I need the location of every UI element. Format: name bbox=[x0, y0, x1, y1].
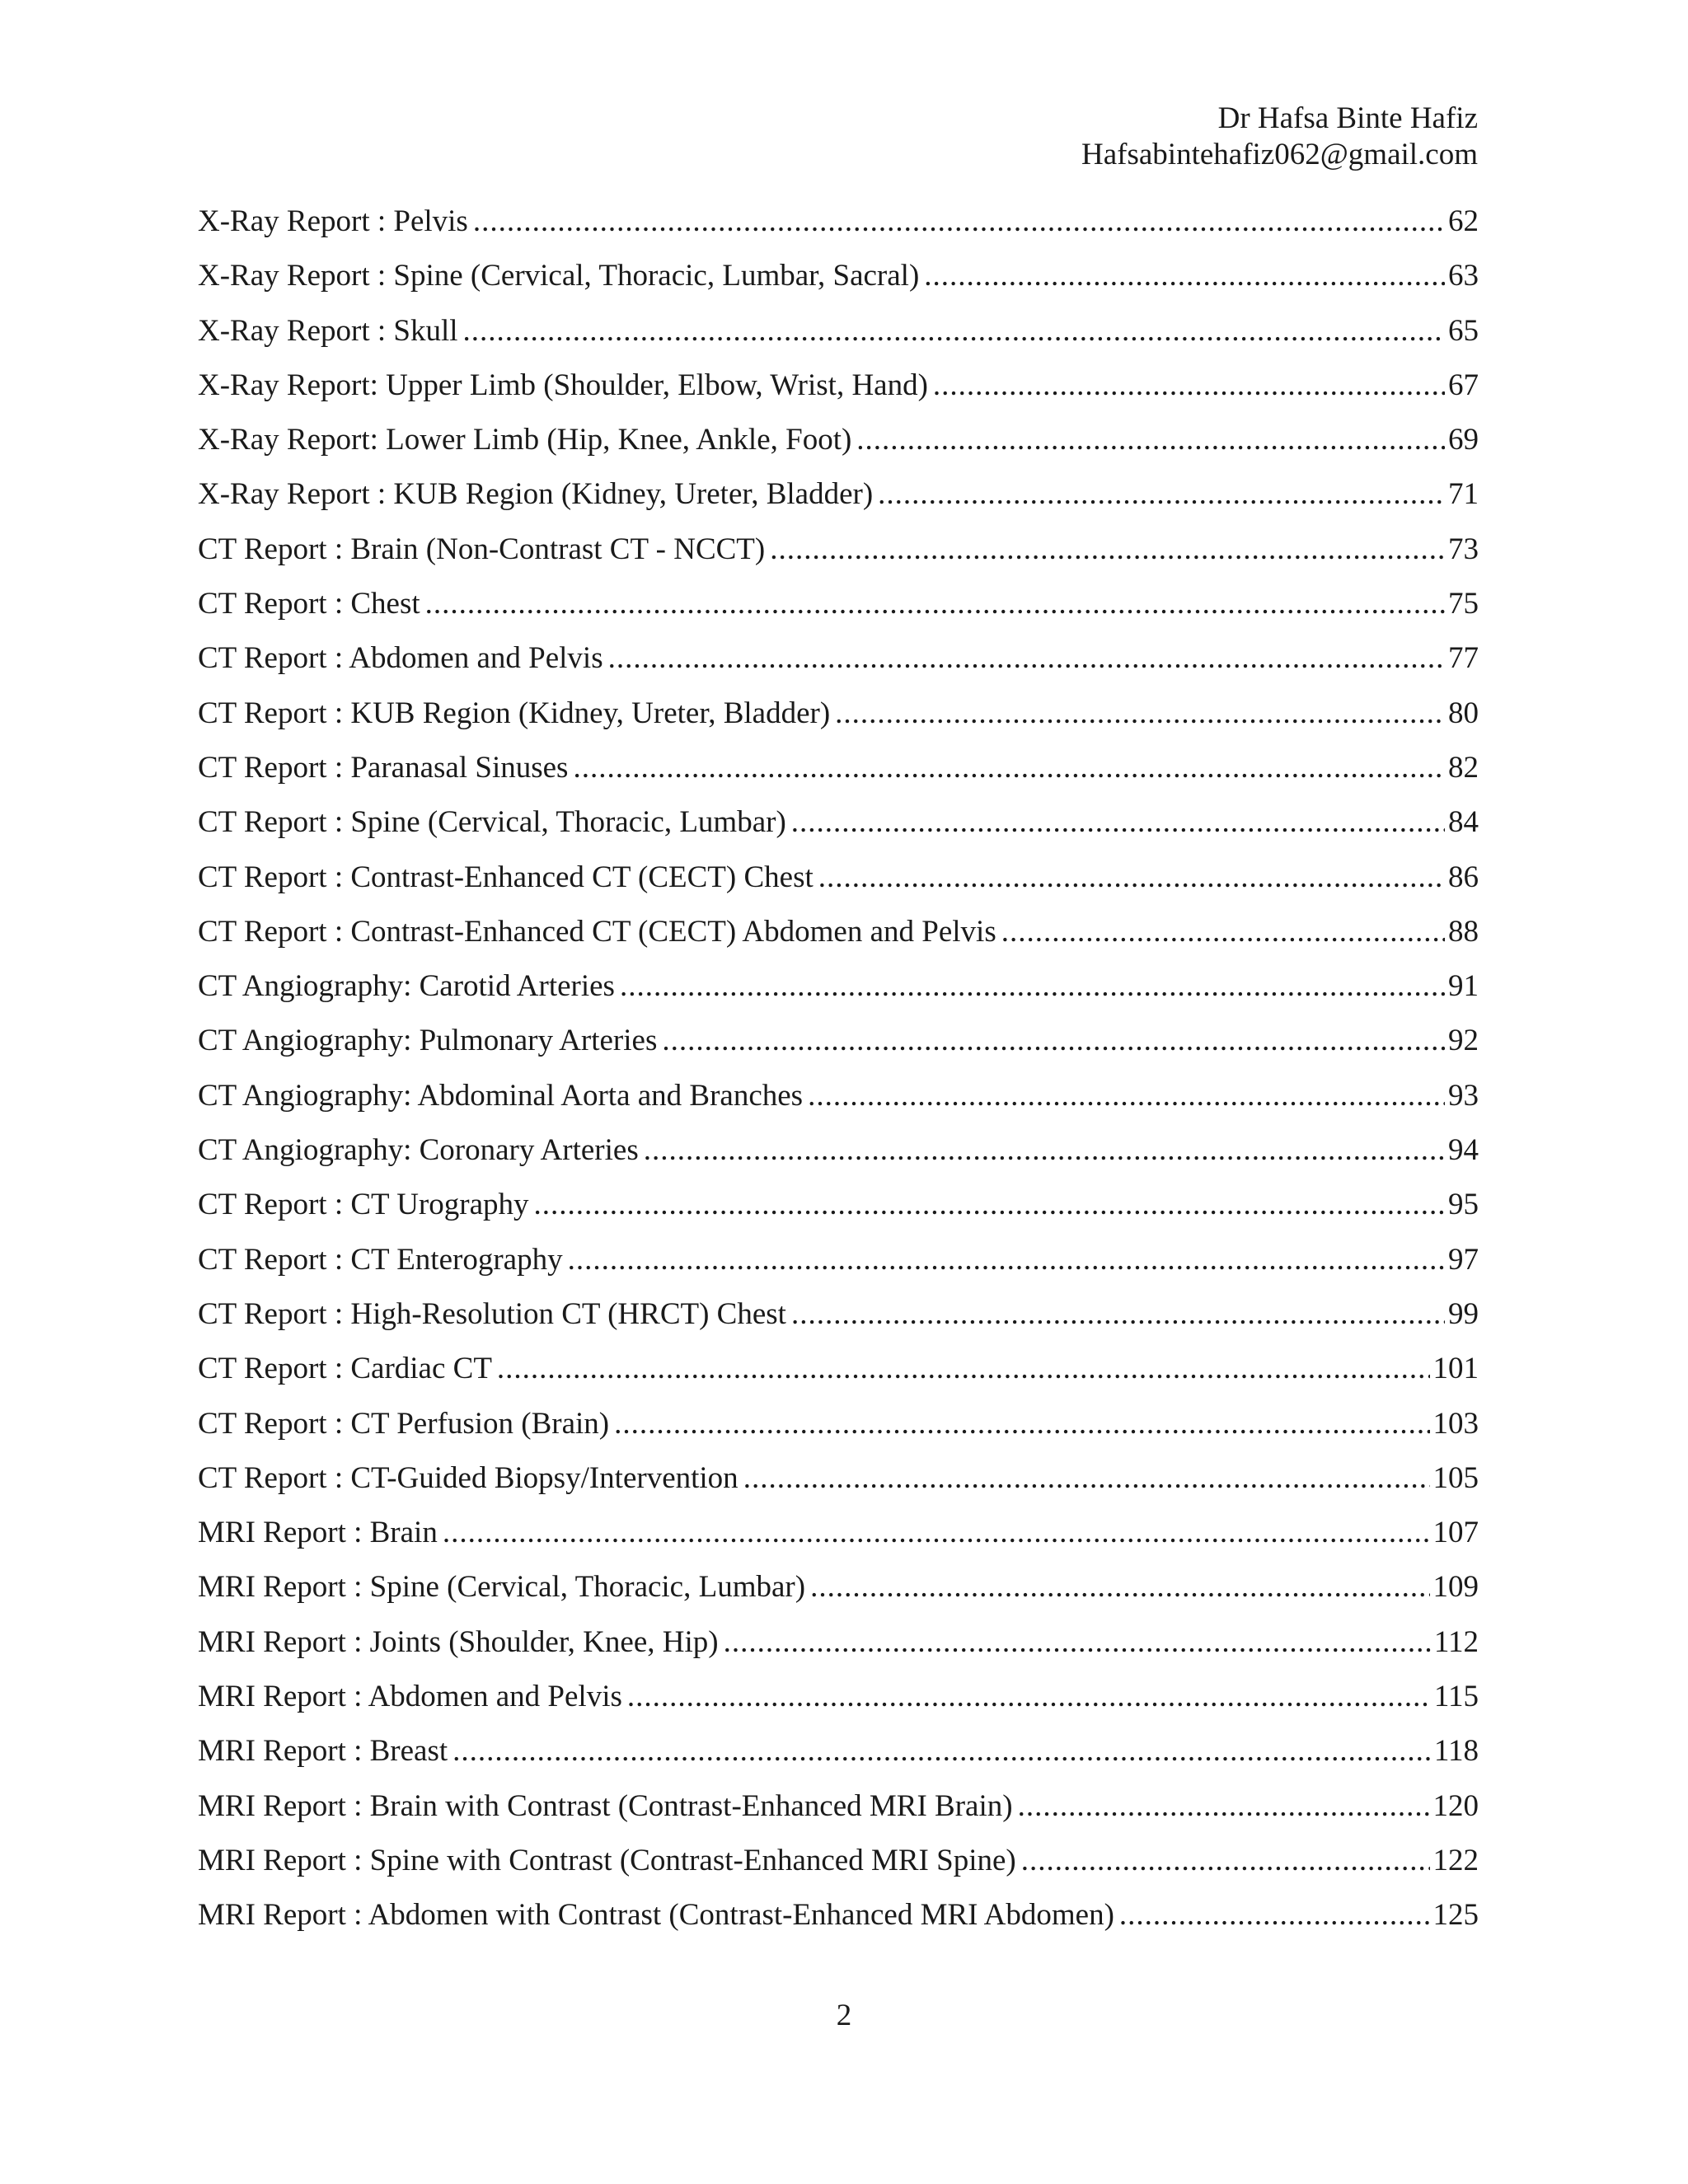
toc-entry[interactable] bbox=[198, 1615, 1479, 1670]
toc-entry[interactable] bbox=[198, 795, 1479, 850]
toc-dot-leader bbox=[662, 1014, 1445, 1068]
toc-entry-page[interactable]: 86 bbox=[1448, 860, 1479, 894]
toc-entry-title[interactable]: CT Report : High-Resolution CT (HRCT) Chest bbox=[198, 1296, 786, 1331]
page-number: 2 bbox=[836, 1999, 852, 2032]
toc-entry-page[interactable]: 69 bbox=[1448, 423, 1479, 457]
toc-dot-leader bbox=[608, 631, 1445, 686]
toc-entry[interactable] bbox=[198, 1888, 1479, 1943]
toc-entry[interactable] bbox=[198, 1834, 1479, 1888]
toc-dot-leader bbox=[620, 959, 1445, 1014]
toc-dot-leader bbox=[497, 1342, 1430, 1396]
toc-entry-page[interactable]: 80 bbox=[1448, 696, 1479, 730]
toc-entry-page[interactable]: 105 bbox=[1432, 1460, 1479, 1495]
toc-entry-page[interactable]: 122 bbox=[1432, 1843, 1479, 1877]
toc-entry[interactable] bbox=[198, 1397, 1479, 1451]
toc-entry-title[interactable]: X-Ray Report : Spine (Cervical, Thoracic, Lumbar, Sacral) bbox=[198, 259, 920, 293]
toc-entry[interactable] bbox=[198, 1233, 1479, 1287]
toc-entry-page[interactable]: 120 bbox=[1432, 1788, 1479, 1823]
toc-dot-leader bbox=[791, 795, 1445, 850]
toc-entry[interactable] bbox=[198, 413, 1479, 467]
toc-entry-title[interactable]: X-Ray Report : Skull bbox=[198, 313, 458, 348]
toc-entry-page[interactable]: 62 bbox=[1448, 204, 1479, 238]
toc-entry-title[interactable]: MRI Report : Abdomen and Pelvis bbox=[198, 1680, 622, 1714]
toc-entry[interactable] bbox=[198, 905, 1479, 959]
toc-dot-leader bbox=[1001, 905, 1445, 959]
table-of-contents bbox=[198, 194, 1479, 1943]
toc-entry[interactable] bbox=[198, 304, 1479, 359]
toc-entry-page[interactable]: 94 bbox=[1448, 1133, 1479, 1168]
toc-entry-page[interactable]: 73 bbox=[1448, 532, 1479, 566]
toc-entry-title[interactable]: CT Report : Contrast-Enhanced CT (CECT) Chest bbox=[198, 860, 814, 894]
toc-dot-leader bbox=[425, 577, 1445, 631]
toc-dot-leader bbox=[463, 304, 1445, 359]
toc-entry[interactable] bbox=[198, 1342, 1479, 1396]
toc-entry-title[interactable]: MRI Report : Brain bbox=[198, 1516, 438, 1550]
toc-entry[interactable] bbox=[198, 1670, 1479, 1724]
toc-entry-page[interactable]: 63 bbox=[1448, 259, 1479, 293]
toc-entry-title[interactable]: MRI Report : Breast bbox=[198, 1734, 448, 1769]
toc-entry-title[interactable]: CT Report : CT Urography bbox=[198, 1188, 529, 1222]
toc-dot-leader bbox=[443, 1506, 1430, 1560]
toc-entry[interactable] bbox=[198, 194, 1479, 249]
toc-dot-leader bbox=[808, 1069, 1445, 1123]
toc-entry-page[interactable]: 118 bbox=[1433, 1734, 1479, 1769]
toc-entry[interactable] bbox=[198, 577, 1479, 631]
toc-dot-leader bbox=[1119, 1888, 1430, 1943]
toc-entry-page[interactable]: 125 bbox=[1432, 1898, 1479, 1933]
toc-entry-title[interactable]: MRI Report : Brain with Contrast (Contrast-Enhanced MRI Brain) bbox=[198, 1788, 1013, 1823]
toc-dot-leader bbox=[627, 1670, 1431, 1724]
toc-entry-title[interactable]: MRI Report : Abdomen with Contrast (Contrast-Enhanced MRI Abdomen) bbox=[198, 1898, 1114, 1933]
toc-entry-page[interactable]: 95 bbox=[1448, 1188, 1479, 1222]
toc-entry[interactable] bbox=[198, 1724, 1479, 1779]
toc-entry[interactable] bbox=[198, 851, 1479, 905]
toc-dot-leader bbox=[791, 1287, 1445, 1342]
toc-entry-title[interactable]: CT Report : Chest bbox=[198, 587, 420, 621]
toc-entry-title[interactable]: CT Report : Paranasal Sinuses bbox=[198, 750, 569, 785]
toc-dot-leader bbox=[644, 1123, 1445, 1178]
toc-entry-title[interactable]: CT Angiography: Carotid Arteries bbox=[198, 969, 615, 1004]
toc-entry-page[interactable]: 65 bbox=[1448, 313, 1479, 348]
toc-entry-page[interactable]: 109 bbox=[1432, 1570, 1479, 1605]
author-name: Dr Hafsa Binte Hafiz bbox=[1217, 101, 1478, 135]
toc-dot-leader bbox=[933, 359, 1445, 413]
toc-entry-title[interactable]: CT Report : Cardiac CT bbox=[198, 1352, 492, 1386]
toc-entry-title[interactable]: CT Report : Brain (Non-Contrast CT - NCCT) bbox=[198, 532, 766, 566]
toc-dot-leader bbox=[614, 1397, 1429, 1451]
toc-entry-title[interactable]: CT Report : KUB Region (Kidney, Ureter, Bladder) bbox=[198, 696, 831, 730]
toc-entry[interactable] bbox=[198, 959, 1479, 1014]
toc-entry[interactable] bbox=[198, 1287, 1479, 1342]
toc-entry[interactable] bbox=[198, 1779, 1479, 1834]
toc-entry[interactable] bbox=[198, 359, 1479, 413]
toc-entry-title[interactable]: X-Ray Report : KUB Region (Kidney, Ureter, Bladder) bbox=[198, 477, 874, 512]
toc-entry-page[interactable]: 67 bbox=[1448, 368, 1479, 402]
toc-entry[interactable] bbox=[198, 631, 1479, 686]
toc-dot-leader bbox=[1018, 1779, 1430, 1834]
author-email: Hafsabintehafiz062@gmail.com bbox=[1081, 138, 1478, 171]
toc-entry-page[interactable]: 103 bbox=[1432, 1406, 1479, 1441]
toc-entry[interactable] bbox=[198, 1451, 1479, 1506]
toc-entry-title[interactable]: CT Report : Contrast-Enhanced CT (CECT) Abdomen and Pelvis bbox=[198, 914, 996, 949]
toc-entry-title[interactable]: CT Angiography: Abdominal Aorta and Branches bbox=[198, 1078, 804, 1113]
toc-entry-page[interactable]: 97 bbox=[1448, 1242, 1479, 1277]
toc-dot-leader bbox=[770, 523, 1445, 577]
toc-entry-title[interactable]: X-Ray Report: Lower Limb (Hip, Knee, Ankle, Foot) bbox=[198, 423, 852, 457]
toc-entry[interactable] bbox=[198, 249, 1479, 303]
toc-entry[interactable] bbox=[198, 523, 1479, 577]
toc-dot-leader bbox=[534, 1178, 1446, 1232]
toc-entry-page[interactable]: 92 bbox=[1448, 1024, 1479, 1058]
toc-dot-leader bbox=[1021, 1834, 1430, 1888]
toc-dot-leader bbox=[878, 467, 1445, 522]
toc-entry[interactable] bbox=[198, 741, 1479, 795]
toc-dot-leader bbox=[724, 1615, 1431, 1670]
toc-dot-leader bbox=[568, 1233, 1445, 1287]
toc-entry[interactable] bbox=[198, 1069, 1479, 1123]
toc-entry-page[interactable]: 93 bbox=[1448, 1078, 1479, 1113]
toc-entry-title[interactable]: MRI Report : Spine with Contrast (Contrast-Enhanced MRI Spine) bbox=[198, 1843, 1016, 1877]
toc-dot-leader bbox=[452, 1724, 1431, 1779]
toc-entry-page[interactable]: 99 bbox=[1448, 1296, 1479, 1331]
toc-dot-leader bbox=[818, 851, 1445, 905]
toc-entry-title[interactable]: CT Angiography: Coronary Arteries bbox=[198, 1133, 639, 1168]
toc-entry-page[interactable]: 82 bbox=[1448, 750, 1479, 785]
toc-entry-page[interactable]: 107 bbox=[1432, 1516, 1479, 1550]
toc-entry-title[interactable]: CT Report : Spine (Cervical, Thoracic, Lumbar) bbox=[198, 805, 786, 840]
toc-dot-leader bbox=[856, 413, 1445, 467]
toc-entry-page[interactable]: 101 bbox=[1432, 1352, 1479, 1386]
toc-dot-leader bbox=[835, 687, 1445, 741]
toc-entry-title[interactable]: CT Report : CT Enterography bbox=[198, 1242, 563, 1277]
toc-dot-leader bbox=[743, 1451, 1430, 1506]
toc-entry-title[interactable]: CT Report : Abdomen and Pelvis bbox=[198, 641, 603, 676]
toc-dot-leader bbox=[573, 741, 1445, 795]
toc-entry[interactable] bbox=[198, 1506, 1479, 1560]
toc-entry[interactable] bbox=[198, 1560, 1479, 1615]
toc-entry[interactable] bbox=[198, 1014, 1479, 1068]
toc-entry-page[interactable]: 115 bbox=[1433, 1680, 1479, 1714]
toc-entry[interactable] bbox=[198, 467, 1479, 522]
toc-entry-title[interactable]: X-Ray Report : Pelvis bbox=[198, 204, 468, 238]
toc-entry-page[interactable]: 112 bbox=[1433, 1624, 1479, 1659]
toc-entry-page[interactable]: 75 bbox=[1448, 587, 1479, 621]
toc-entry-title[interactable]: MRI Report : Joints (Shoulder, Knee, Hip) bbox=[198, 1624, 719, 1659]
toc-entry-page[interactable]: 71 bbox=[1448, 477, 1479, 512]
toc-entry-title[interactable]: CT Angiography: Pulmonary Arteries bbox=[198, 1024, 658, 1058]
toc-entry-page[interactable]: 88 bbox=[1448, 914, 1479, 949]
toc-entry[interactable] bbox=[198, 1123, 1479, 1178]
toc-entry[interactable] bbox=[198, 1178, 1479, 1232]
toc-entry-title[interactable]: X-Ray Report: Upper Limb (Shoulder, Elbow, Wrist, Hand) bbox=[198, 368, 928, 402]
toc-entry-title[interactable]: CT Report : CT Perfusion (Brain) bbox=[198, 1406, 610, 1441]
toc-entry-page[interactable]: 84 bbox=[1448, 805, 1479, 840]
toc-entry[interactable] bbox=[198, 687, 1479, 741]
toc-entry-title[interactable]: CT Report : CT-Guided Biopsy/Intervention bbox=[198, 1460, 738, 1495]
toc-dot-leader bbox=[924, 249, 1445, 303]
page-header bbox=[1081, 101, 1478, 173]
toc-entry-title[interactable]: MRI Report : Spine (Cervical, Thoracic, Lumbar) bbox=[198, 1570, 806, 1605]
toc-entry-page[interactable]: 91 bbox=[1448, 969, 1479, 1004]
toc-dot-leader bbox=[810, 1560, 1429, 1615]
toc-dot-leader bbox=[473, 194, 1445, 249]
toc-entry-page[interactable]: 77 bbox=[1448, 641, 1479, 676]
